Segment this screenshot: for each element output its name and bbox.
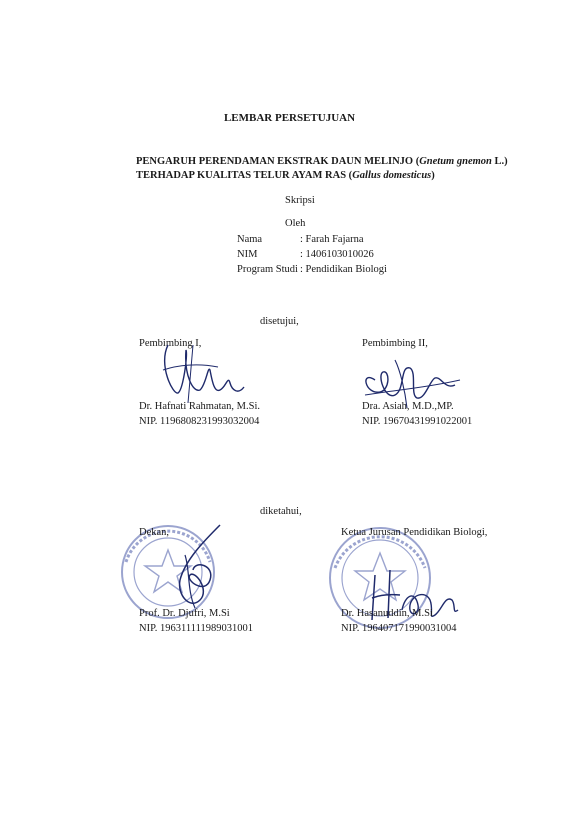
title-line1-italic: Gnetum gnemon — [419, 156, 492, 167]
title-line2-suffix: ) — [431, 170, 435, 181]
supervisor2-name: Dra. Asiah, M.D.,MP. — [362, 401, 454, 412]
program-label: Program Studi — [237, 264, 298, 275]
title-line2-italic: Gallus domesticus — [352, 170, 432, 181]
approved-label: disetujui, — [260, 316, 299, 327]
thesis-title-line-1 — [136, 156, 508, 167]
head-name: Dr. Hasanuddin, M.Si — [341, 608, 433, 619]
acknowledged-label: diketahui, — [260, 506, 302, 517]
supervisor1-nip: NIP. 1196808231993032004 — [139, 416, 260, 427]
dean-nip: NIP. 196311111989031001 — [139, 623, 253, 634]
supervisor2-role: Pembimbing II, — [362, 338, 428, 349]
doc-type: Skripsi — [285, 195, 315, 206]
signature-head-icon — [360, 560, 460, 630]
nim-label: NIM — [237, 249, 258, 260]
title-line1-suffix: L.) — [491, 156, 508, 167]
by-label: Oleh — [285, 218, 306, 229]
signature-supervisor1-icon — [148, 335, 258, 405]
dean-name: Prof. Dr. Djufri, M.Si — [139, 608, 230, 619]
dean-role: Dekan, — [139, 527, 170, 538]
head-nip: NIP. 196407171990031004 — [341, 623, 457, 634]
name-label: Nama — [237, 234, 263, 245]
supervisor1-name: Dr. Hafnati Rahmatan, M.Si. — [139, 401, 261, 412]
program-value: : Pendidikan Biologi — [300, 264, 387, 275]
nim-value: : 1406103010026 — [300, 249, 374, 260]
page-heading: LEMBAR PERSETUJUAN — [223, 112, 356, 124]
thesis-title-line-2 — [136, 170, 435, 181]
supervisor1-role: Pembimbing I, — [139, 338, 202, 349]
head-role: Ketua Jurusan Pendidikan Biologi, — [341, 527, 488, 538]
name-value: : Farah Fajarna — [300, 234, 364, 245]
title-line1-prefix: PENGARUH PERENDAMAN EKSTRAK DAUN MELINJO ( — [136, 156, 420, 167]
signature-dean-icon — [165, 520, 235, 620]
supervisor2-nip: NIP. 19670431991022001 — [362, 416, 473, 427]
title-line2-prefix: TERHADAP KUALITAS TELUR AYAM RAS ( — [136, 170, 353, 181]
